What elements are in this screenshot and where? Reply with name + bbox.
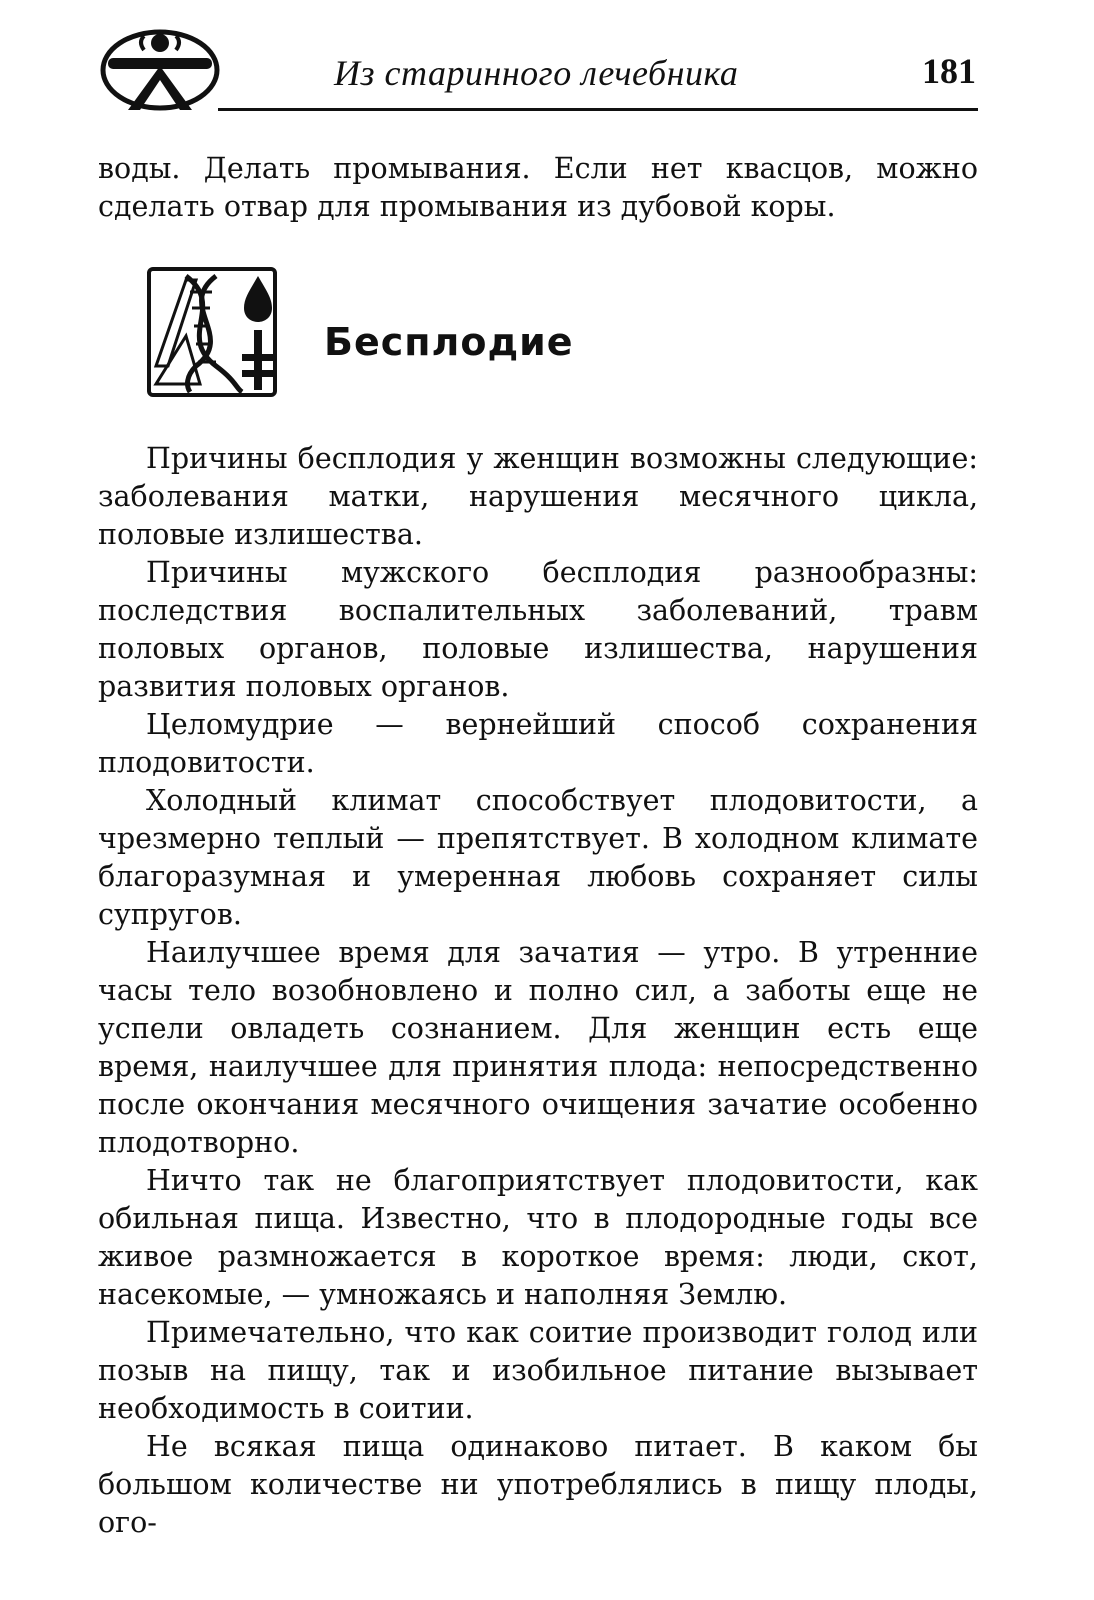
paragraph: Примечательно, что как соитие производит голод или позыв на пищу, так и изобильное питание вызывает необходимость в соитии. bbox=[98, 1316, 978, 1425]
section-title: Бесплодие bbox=[324, 320, 574, 364]
paragraph: Не всякая пища одинаково питает. В каком бы большом количестве ни употреблялись в пищу плоды, ого- bbox=[98, 1430, 978, 1539]
intro-text bbox=[98, 150, 978, 226]
paragraph: Холодный климат способствует плодовитости, а чрезмерно теплый — препятствует. В холодном климате благоразумная и умеренная любовь сохраняет силы супругов. bbox=[98, 784, 978, 931]
running-title: Из старинного лечебника bbox=[334, 53, 739, 93]
paragraph: Причины мужского бесплодия разнообразны: последствия воспалительных заболеваний, травм половых органов, половые излишества, нарушения развития половых органов. bbox=[98, 556, 978, 703]
section-heading bbox=[146, 266, 846, 400]
header-rule bbox=[218, 108, 978, 111]
section-body bbox=[98, 440, 978, 1542]
page-header bbox=[98, 26, 978, 116]
paragraph: Целомудрие — вернейший способ сохранения плодовитости. bbox=[98, 708, 978, 779]
paragraph: Причины бесплодия у женщин возможны следующие: заболевания матки, нарушения месячного цикла, половые излишества. bbox=[98, 442, 978, 551]
dna-emblem-icon bbox=[146, 266, 280, 398]
paragraph: Ничто так не благоприятствует плодовитости, как обильная пища. Известно, что в плодородные годы все живое размножается в короткое время: люди, скот, насекомые, — умножаясь и наполняя Землю. bbox=[98, 1164, 978, 1311]
paragraph: воды. Делать промывания. Если нет квасцов, можно сделать отвар для промывания из дубовой коры. bbox=[98, 152, 978, 223]
figure-logo-icon bbox=[98, 26, 222, 112]
page-number: 181 bbox=[922, 51, 976, 91]
paragraph: Наилучшее время для зачатия — утро. В утренние часы тело возобновлено и полно сил, а заботы еще не успели овладеть сознанием. Для женщин есть еще время, наилучшее для принятия плода: непосредственно после окончания месячного очищения зачатие особенно плодотворно. bbox=[98, 936, 978, 1159]
